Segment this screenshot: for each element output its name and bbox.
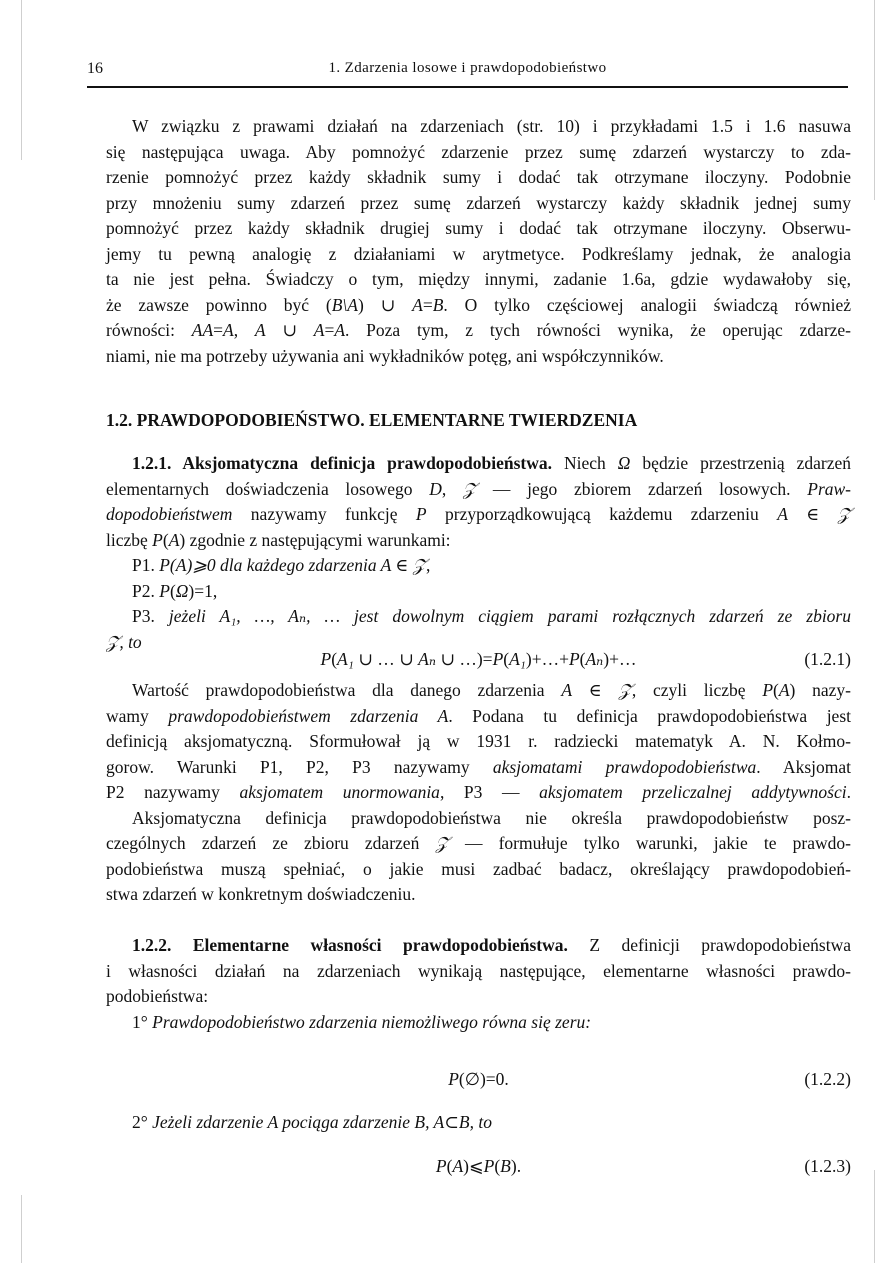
text-run: = <box>213 320 224 340</box>
text-run: , <box>441 478 463 499</box>
italic-run: B <box>432 294 444 315</box>
paragraph-axioms <box>106 678 851 908</box>
italic-run: P <box>483 1156 495 1176</box>
scan-border-right-bottom <box>874 1170 875 1263</box>
text-run: ∪ …)= <box>435 649 493 669</box>
italic-run: P <box>448 1069 459 1089</box>
scan-border-right <box>874 0 875 200</box>
italic-run: A <box>223 320 234 340</box>
text-line <box>106 882 851 908</box>
text-run: gorow. Warunki P1, P2, P3 nazywamy <box>106 756 493 777</box>
italic-run: Prawdopodobieństwo zdarzenia niemożliwego równa się zeru: <box>152 1011 592 1032</box>
italic-run: A <box>561 680 573 700</box>
equation-1-2-2 <box>106 1067 851 1093</box>
italic-run: 𝒵, to <box>106 631 142 652</box>
text-line <box>106 704 851 730</box>
text-line <box>106 755 851 781</box>
text-run: )=1, <box>188 580 218 601</box>
text-line <box>106 579 851 605</box>
italic-run: P <box>159 580 170 601</box>
italic-run: jeżeli A₁, …, Aₙ, … jest dowolnym ciągiem parami rozłącznych zdarzeń ze zbioru <box>168 606 851 626</box>
scan-border-left <box>21 0 22 160</box>
italic-run: D <box>429 478 442 499</box>
italic-run: aksjomatami prawdopodobieństwa <box>492 756 757 777</box>
text-line <box>106 140 851 166</box>
text-line <box>106 293 851 319</box>
running-title: 1. Zdarzenia losowe i prawdopodobieństwo <box>328 60 607 76</box>
text-run: rzenie pomnożyć przez każdy składnik sumy i dodać tak otrzymane iloczyny. Podobnie <box>106 167 851 187</box>
italic-run: B <box>500 1156 511 1176</box>
text-run: ( <box>579 649 586 669</box>
text-line <box>106 267 851 293</box>
text-run: . Podana tu definicja prawdopodobieństwa jest <box>448 705 851 726</box>
equation-formula <box>106 1067 851 1093</box>
italic-run: A <box>334 320 346 340</box>
text-run: ( <box>773 680 779 700</box>
text-line <box>106 318 851 344</box>
text-run: 2° <box>132 1112 153 1132</box>
text-run: )+…+ <box>525 649 569 669</box>
text-run: ( <box>494 1156 501 1176</box>
italic-run: 𝒵 <box>462 478 477 499</box>
italic-run: Aₙ <box>418 649 436 669</box>
text-run: , P3 — <box>439 782 540 802</box>
text-line <box>106 604 851 630</box>
equation-formula <box>106 647 851 673</box>
text-run: pomnożyć przez każdy składnik drugiej sumy i dodać tak otrzymane iloczyny. Obserwu- <box>106 218 851 238</box>
text-run: , <box>426 555 431 575</box>
italic-run: Ω <box>617 453 631 473</box>
italic-run: B\A <box>331 294 358 315</box>
text-line <box>106 1110 851 1136</box>
italic-run: A <box>412 294 423 315</box>
text-line <box>106 344 851 370</box>
section-heading: 1.2. PRAWDOPODOBIEŃSTWO. ELEMENTARNE TWIERDZENIA <box>106 410 638 430</box>
text-run: — formułuje tylko warunki, jakie te prawdo- <box>448 833 851 853</box>
text-run: (∅)=0. <box>458 1069 509 1089</box>
paragraph-intro <box>106 114 851 369</box>
running-header <box>87 58 848 82</box>
text-run: przy mnożeniu sumy zdarzeń przez sumę zdarzeń wystarczy każdy składnik jednej sumy <box>106 192 851 213</box>
text-line <box>106 831 851 857</box>
text-run: ) ∪ <box>357 294 413 315</box>
text-line <box>106 165 851 191</box>
italic-run: P <box>152 529 163 550</box>
text-line <box>106 216 851 242</box>
text-run: = <box>422 294 433 315</box>
text-run: nazywamy funkcję <box>232 504 416 524</box>
italic-run: dopodobieństwem <box>106 504 233 524</box>
text-line <box>106 528 851 554</box>
text-line <box>106 678 851 704</box>
text-run: 1° <box>132 1011 153 1032</box>
text-run: ( <box>446 1156 453 1176</box>
text-run: . <box>846 782 851 802</box>
italic-run: 𝒵 <box>435 833 449 853</box>
italic-run: A <box>254 320 266 340</box>
text-run: , <box>233 320 255 340</box>
italic-run: A₁ <box>337 649 354 669</box>
text-line <box>106 959 851 985</box>
text-line <box>106 553 851 579</box>
header-rule <box>87 86 848 88</box>
text-run: W związku z prawami działań na zdarzeniach (str. 10) i przykładami 1.5 i 1.6 nasuwa <box>132 116 851 136</box>
text-run: przyporządkowującą każdemu zdarzeniu <box>426 504 778 524</box>
italic-run: Jeżeli zdarzenie A pociąga zdarzenie B, A⊂B, to <box>152 1112 492 1132</box>
equation-number: (1.2.1) <box>804 649 851 669</box>
text-run: P2. <box>132 580 160 601</box>
text-line <box>106 806 851 832</box>
italic-run: P <box>492 649 504 669</box>
italic-run: A <box>168 529 180 550</box>
text-run: = <box>324 320 335 340</box>
italic-run: P <box>762 680 774 700</box>
italic-run: A <box>778 680 790 700</box>
text-run: ). <box>510 1156 522 1176</box>
italic-run: A <box>452 1156 464 1176</box>
text-run: ) nazy- <box>789 680 851 700</box>
text-line <box>106 242 851 268</box>
text-run: P2 nazywamy <box>106 782 240 802</box>
italic-run: P <box>415 504 427 524</box>
property-2 <box>106 1110 851 1136</box>
text-run: będzie przestrzenią zdarzeń <box>630 453 851 473</box>
equation-1-2-1 <box>106 647 851 673</box>
text-line <box>106 780 851 806</box>
text-run: ( <box>331 649 338 669</box>
text-run: ) zgodnie z następującymi warunkami: <box>179 529 451 550</box>
text-run: czególnych zdarzeń ze zbioru zdarzeń <box>106 833 436 853</box>
italic-run: P(A)⩾0 dla każdego zdarzenia A ∈ 𝒵 <box>159 555 427 575</box>
text-run: definicją aksjomatyczną. Sformułował ją w 1931 r. radziecki matematyk A. N. Kołmo- <box>106 731 851 751</box>
italic-run: P <box>320 649 332 669</box>
text-run: . Aksjomat <box>756 756 851 777</box>
text-line <box>106 984 851 1010</box>
italic-run: aksjomatem przeliczalnej addytywności <box>539 782 847 802</box>
text-run: . Poza tym, z tych równości wynika, że operując zdarze- <box>345 320 852 340</box>
text-line <box>106 729 851 755</box>
text-run: się następująca uwaga. Aby pomnożyć zdarzenie przez sumę zdarzeń wystarczy to zda- <box>106 141 851 162</box>
text-run: )+… <box>603 649 637 669</box>
text-run: Aksjomatyczna definicja prawdopodobieństwa nie określa prawdopodobieństw posz- <box>132 807 851 828</box>
italic-run: aksjomatem unormowania <box>239 782 440 802</box>
text-run: elementarnych doświadczenia losowego <box>106 478 430 499</box>
text-run: ta nie jest pełna. Świadczy o tym, między innymi, zadanie 1.6a, gdzie wydawałoby się, <box>106 269 851 289</box>
text-run: ( <box>503 649 510 669</box>
equation-number: (1.2.2) <box>804 1069 851 1089</box>
text-run: Niech <box>552 453 618 473</box>
text-line <box>106 477 851 503</box>
italic-run: prawdopodobieństwem zdarzenia A <box>168 705 449 726</box>
text-run: Wartość prawdopodobieństwa dla danego zdarzenia <box>132 680 562 700</box>
italic-run: P <box>435 1156 447 1176</box>
bold-run: 1.2.2. Elementarne własności prawdopodobieństwa. <box>132 935 568 955</box>
text-run: ∪ <box>265 320 314 340</box>
equation-number: (1.2.3) <box>804 1156 851 1176</box>
text-run: jemy tu pewną analogię z działaniami w arytmetyce. Podkreślamy jednak, że analogia <box>106 243 851 264</box>
text-run: ∈ <box>787 504 838 524</box>
italic-run: 𝒵 <box>618 680 632 700</box>
text-run: ( <box>162 529 169 550</box>
text-run: podobieństwa muszą spełniać, o jakie musi zadbać badacz, określający prawdopodobień- <box>106 858 851 879</box>
text-run: wamy <box>106 705 169 726</box>
equation-1-2-3 <box>106 1154 851 1180</box>
text-run: równości: <box>106 320 192 340</box>
text-run: P3. <box>132 606 169 626</box>
italic-run: A <box>777 504 788 524</box>
page-number: 16 <box>87 60 103 77</box>
text-line <box>106 857 851 883</box>
italic-run: Praw- <box>807 478 851 499</box>
bold-run: 1.2.1. Aksjomatyczna definicja prawdopodobieństwa. <box>132 453 553 473</box>
italic-run: P <box>568 649 580 669</box>
italic-run: A₁ <box>509 649 526 669</box>
italic-run: 𝒵 <box>837 504 851 524</box>
text-line <box>106 451 851 477</box>
italic-run: A <box>313 320 325 340</box>
subsection-1-2-2 <box>106 933 851 1035</box>
text-run: niami, nie ma potrzeby używania ani wykładników potęg, ani współczynników. <box>106 345 664 366</box>
italic-run: Ω <box>175 580 189 601</box>
text-run: , czyli liczbę <box>631 680 763 700</box>
italic-run: AA <box>191 320 214 340</box>
subsection-1-2-1 <box>106 451 851 655</box>
text-run: liczbę <box>106 529 153 550</box>
text-run: )⩽ <box>463 1156 484 1176</box>
text-run: P1. <box>132 555 160 575</box>
text-run: ∈ <box>572 680 619 700</box>
text-run: i własności działań na zdarzeniach wynikają następujące, elementarne własności prawdo- <box>106 960 851 981</box>
text-line <box>106 1010 851 1036</box>
scan-border-left-bottom <box>21 1195 22 1263</box>
text-run: Z definicji prawdopodobieństwa <box>567 935 851 955</box>
text-run: stwa zdarzeń w konkretnym doświadczeniu. <box>106 884 416 904</box>
text-run: podobieństwa: <box>106 986 209 1006</box>
text-line <box>106 114 851 140</box>
text-line <box>106 933 851 959</box>
italic-run: Aₙ <box>585 649 604 669</box>
text-run: ∪ … ∪ <box>353 649 419 669</box>
text-run: — jego zbiorem zdarzeń losowych. <box>476 478 808 499</box>
text-line <box>106 191 851 217</box>
text-run: że zawsze powinno być ( <box>106 294 332 315</box>
equation-formula <box>106 1154 851 1180</box>
text-run: ( <box>169 580 176 601</box>
text-run: . O tylko częściowej analogii świadczą również <box>443 294 851 315</box>
text-line <box>106 502 851 528</box>
